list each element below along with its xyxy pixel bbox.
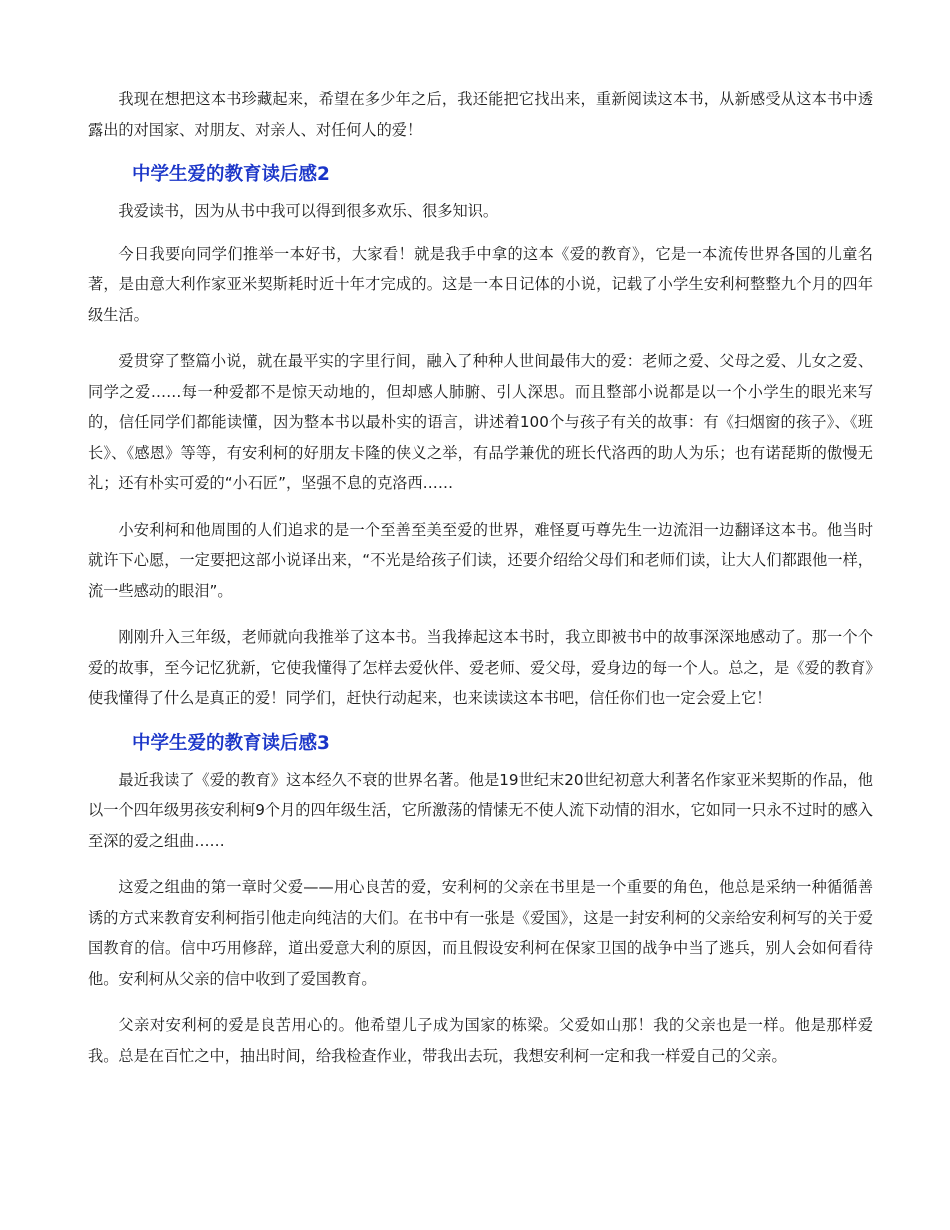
paragraph: 今日我要向同学们推举一本好书，大家看！就是我手中拿的这本《爱的教育》，它是一本流传世界各国的儿童名著，是由意大利作家亚米契斯耗时近十年才完成的。这是一本日记体的小说，记载了小学生安利柯整整九个月的四年级生活。 (88, 244, 873, 324)
paragraph: 这爱之组曲的第一章时父爱——用心良苦的爱，安利柯的父亲在书里是一个重要的角色，他总是采纳一种循循善诱的方式来教育安利柯指引他走向纯洁的大们。在书中有一张是《爱国》，这是一封安利柯的父亲给安利柯写的关于爱国教育的信。信中巧用修辞，道出爱意大利的原因，而且假设安利柯在保家卫国的战争中当了逃兵，别人会如何看待他。安利柯从父亲的信中收到了爱国教育。 (88, 878, 873, 988)
document-body (88, 84, 873, 1071)
paragraph: 我爱读书，因为从书中我可以得到很多欢乐、很多知识。 (118, 202, 499, 220)
paragraph: 最近我读了《爱的教育》这本经久不衰的世界名著。他是19世纪末20世纪初意大利著名作家亚米契斯的作品，他以一个四年级男孩安利柯9个月的四年级生活，它所激荡的情愫无不使人流下动情的泪水，它如同一只永不过时的感入至深的爱之组曲…… (88, 770, 873, 850)
paragraph-closing: 我现在想把这本书珍藏起来，希望在多少年之后，我还能把它找出来，重新阅读这本书，从新感受从这本书中透露出的对国家、对朋友、对亲人、对任何人的爱！ (88, 90, 873, 139)
section-heading-2: 中学生爱的教育读后感2 (132, 164, 330, 185)
paragraph: 刚刚升入三年级，老师就向我推举了这本书。当我捧起这本书时，我立即被书中的故事深深地感动了。那一个个爱的故事，至今记忆犹新，它使我懂得了怎样去爱伙伴、爱老师、爱父母，爱身边的每一个人。总之，是《爱的教育》使我懂得了什么是真正的爱！同学们，赶快行动起来，也来读读这本书吧，信任你们也一定会爱上它！ (88, 628, 873, 707)
section-heading-3: 中学生爱的教育读后感3 (132, 732, 330, 754)
paragraph: 父亲对安利柯的爱是良苦用心的。他希望儿子成为国家的栋梁。父爱如山那！我的父亲也是一样。他是那样爱我。总是在百忙之中，抽出时间，给我检查作业，带我出去玩，我想安利柯一定和我一样爱自己的父亲。 (88, 1016, 873, 1065)
paragraph: 爱贯穿了整篇小说，就在最平实的字里行间，融入了种种人世间最伟大的爱：老师之爱、父母之爱、儿女之爱、同学之爱……每一种爱都不是惊天动地的，但却感人肺腑、引人深思。而且整部小说都是以一个小学生的眼光来写的，信任同学们都能读懂，因为整本书以最朴实的语言，讲述着100个与孩子有关的故事：有《扫烟窗的孩子》、《班长》、《感恩》等等，有安利柯的好朋友卡隆的侠义之举，有品学兼优的班长代洛西的助人为乐；也有诺琵斯的傲慢无礼；还有朴实可爱的“小石匠”，坚强不息的克洛西…… (88, 352, 873, 492)
paragraph: 小安利柯和他周围的人们追求的是一个至善至美至爱的世界，难怪夏丏尊先生一边流泪一边翻译这本书。他当时就许下心愿，一定要把这部小说译出来，“不光是给孩子们读，还要介绍给父母们和老师们读，让大人们都跟他一样，流一些感动的眼泪”。 (88, 520, 873, 600)
